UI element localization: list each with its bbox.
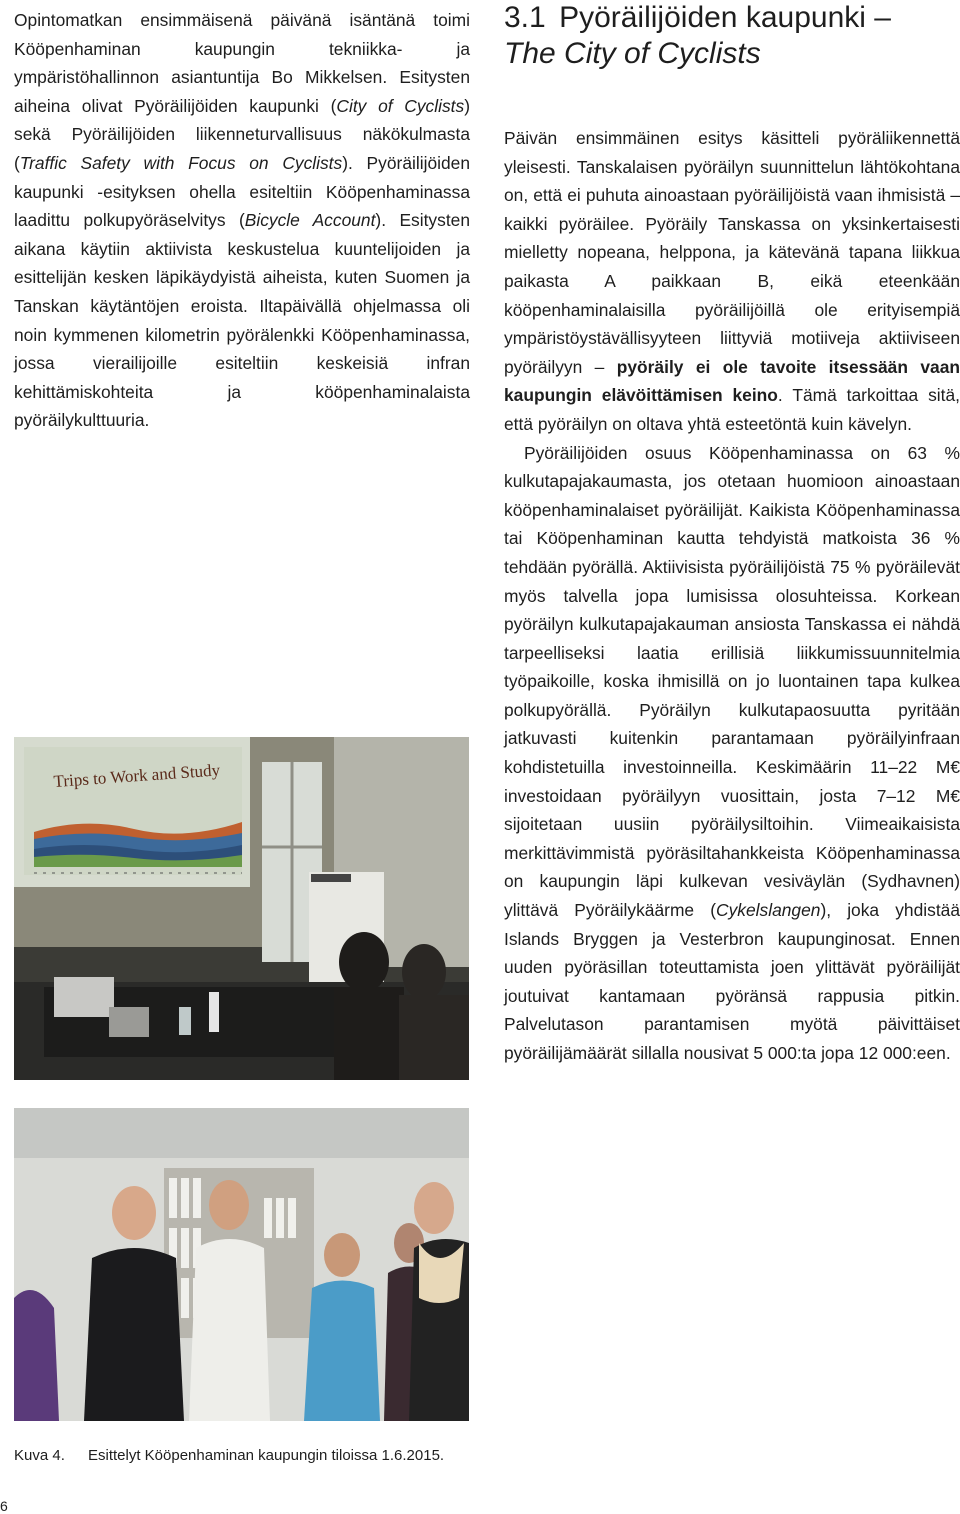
left-column [14,6,470,435]
caption-text: Esittelyt Kööpenhaminan kaupungin tiloissa 1.6.2015. [88,1447,445,1464]
section-heading [504,0,960,72]
caption-label: Kuva 4. [14,1447,65,1464]
slide-title: Trips to Work and Study [52,760,221,791]
right-column [504,0,960,1068]
right-paragraph-2: Pyöräilijöiden osuus Kööpenhaminassa on 63 % kulkutapajakaumasta, jos otetaan huomioon ainoastaan kööpenhaminalaiset pyöräilijät. Kaikista Kööpenhaminassa tai Kööpenhaminan kautta tehdyistä matkoista 36 % tehdään pyörällä. Aktiivisista pyöräilijöistä 75 % pyöräilevät myös talvella jopa lumisissa olosuhteissa. Korkean pyöräilyn kulkutapajakauman ansiosta Tanskassa ei nähdä tarpeelliseksi laatia erillisiä liikkumissuunnitelmia työpaikoille, koska ihmisillä on jo luontainen tapa kulkea polkupyörällä. Pyöräilyn kulkutapaosuutta pyritään jatkuvasti kuitenkin parantamaan pyöräilyinfraan kohdistetuilla investoinneilla. Keskimäärin 11–22 M€ investoidaan pyöräilyyn vuosittain, josta 7–12 M€ sijoitetaan uusiin pyöräilysiltoihin. Viimeaikaisista merkittävimmistä pyöräsiltahankkeista Kööpenhaminassa on kaupungin läpi kulkevan vesiväylän (Sydhavnen) ylittävä Pyöräilykäärme (Cykelslangen), joka yhdistää Islands Bryggen ja Vesterbron kaupunginosat. Ennen uuden pyöräsillan toteuttamista joen ylittävät pyöräilijät joutuivat kantamaan pyöränsä rappusia pitkin. Palvelutason parantamisen myötä päivittäiset pyöräilijämäärät sillalla nousivat 5 000:ta jopa 12 000:een. [504,442,960,1063]
group-photo [14,1108,469,1421]
section-title-en: The City of Cyclists [504,37,761,70]
left-paragraph: Opintomatkan ensimmäisenä päivänä isäntänä toimi Kööpenhaminan kaupungin tekniikka- ja ympäristöhallinnon asiantuntija Bo Mikkelsen. Esitysten aiheina olivat Pyöräilijöiden kaupunki (City of Cyclists) sekä Pyöräilijöiden liikenneturvallisuus näkökulmasta (Traffic Safety with Focus on Cyclists). Pyöräilijöiden kaupunki -esityksen ohella esiteltiin Kööpenhaminassa laadittu polkupyöräselvitys (Bicycle Account). Esitysten aikana käytiin aktiivista keskustelua kuuntelijoiden ja esittelijän kesken läpikäydyistä aiheista, kuten Suomen ja Tanskan käytäntöjen eroista. Iltapäivällä ohjelmassa oli noin kymmenen kilometrin pyörälenkki Kööpenhaminassa, jossa vierailijoille esiteltiin keskeisiä infran kehittämiskohteita ja kööpenhaminalaista pyöräilykulttuuria. [14,10,470,431]
figure-caption [14,1446,444,1466]
meeting-room-photo [14,737,469,1080]
right-paragraph-1: Päivän ensimmäinen esitys käsitteli pyöräliikennettä yleisesti. Tanskalaisen pyöräilyn suunnittelun lähtökohtana on, että ei puhuta ainoastaan pyöräilijöistä vaan ihmisistä – kaikki pyöräilee. Pyöräily Tanskassa on yksinkertaisesti mielletty nopeana, helppona, ja kätevänä tapana liikkua paikasta A paikkaan B, eikä eteenkään kööpenhaminalaisilla pyöräilijöillä ole erityisempiä ympäristöystävällisyyteen liittyviä motiiveja aktiiviseen pyöräilyyn – pyöräily ei ole tavoite itsessään vaan kaupungin elävöittämisen keino. Tämä tarkoittaa sitä, että pyöräilyn on oltava yhtä esteetöntä kuin kävelyn. [504,128,960,434]
right-body [504,124,960,1068]
page-number: 6 [0,1498,8,1514]
section-title-fi: Pyöräilijöiden kaupunki – [559,1,891,34]
section-number: 3.1 [504,1,546,34]
